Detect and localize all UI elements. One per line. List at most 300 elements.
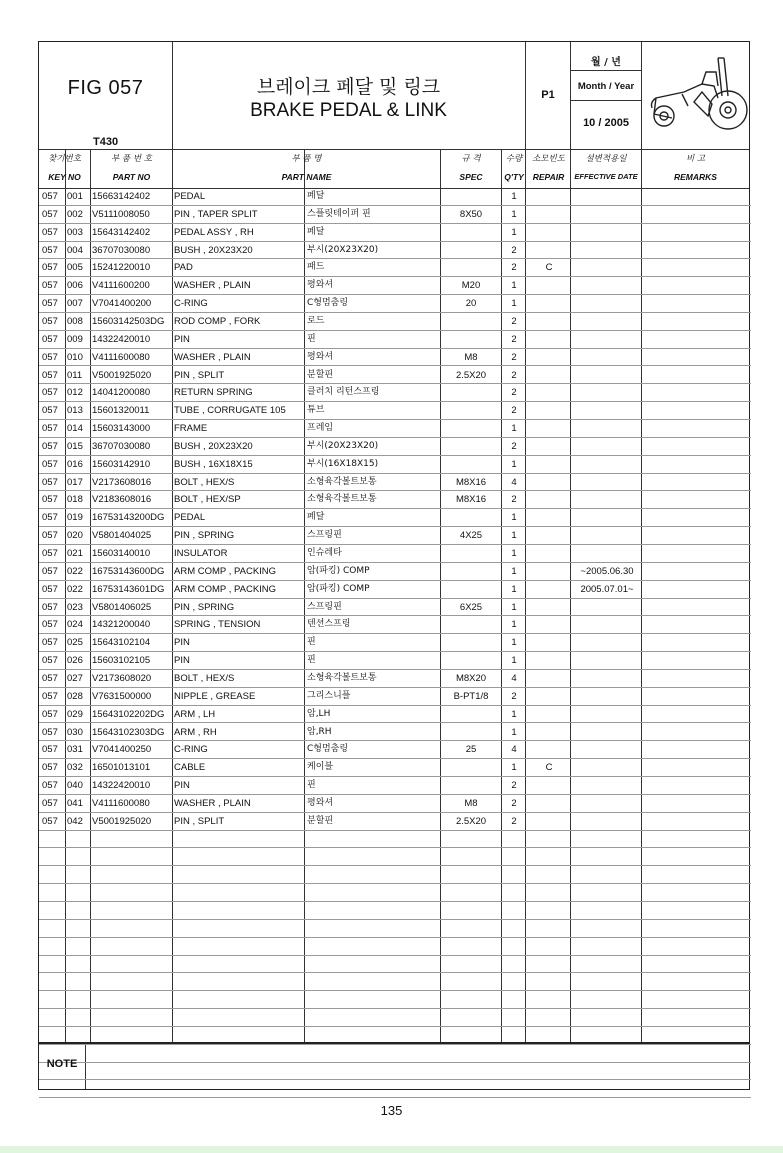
row-part-name-ko: 분할핀 (307, 369, 334, 380)
row-part-name: BUSH , 16X18X15 (174, 458, 253, 470)
page-ref: P1 (541, 89, 555, 101)
row-key-no: 032 (67, 762, 83, 774)
row-part-no: 15603142503DG (92, 315, 165, 327)
row-fig: 057 (42, 530, 58, 542)
row-key-no: 024 (67, 619, 83, 631)
row-part-no: 15603143000 (92, 423, 151, 435)
empty-row (39, 902, 751, 920)
row-part-name-ko: 핀 (307, 333, 316, 344)
row-part-name-ko: 평와셔 (307, 351, 334, 362)
page-number: 135 (380, 1103, 403, 1118)
row-part-name-ko: 인슈레타 (307, 548, 342, 558)
table-row (39, 652, 751, 670)
row-part-name: INSULATOR (174, 548, 228, 559)
row-fig: 057 (42, 672, 58, 684)
row-qty: 2 (511, 780, 517, 792)
empty-row (39, 1081, 751, 1099)
row-part-name: BOLT , HEX/S (174, 672, 235, 684)
row-qty: 1 (511, 565, 517, 577)
row-fig: 057 (42, 298, 58, 310)
row-key-no: 006 (67, 280, 83, 292)
row-key-no: 001 (67, 191, 83, 202)
row-part-no: 36707030080 (92, 440, 151, 452)
empty-row (39, 831, 751, 849)
table-row (39, 813, 751, 831)
row-part-no: 15643142402 (92, 226, 151, 238)
row-part-name: BOLT , HEX/S (174, 476, 235, 488)
row-part-no: V5001925020 (92, 369, 152, 381)
col-partno-ko: 부 품 번 호 (111, 154, 152, 164)
col-repair-ko: 소모빈도 (532, 154, 565, 164)
row-key-no: 020 (67, 530, 83, 542)
row-part-name: C-RING (174, 744, 208, 756)
row-part-name: PEDAL (174, 512, 206, 524)
row-qty: 2 (511, 351, 517, 363)
row-fig: 057 (42, 423, 58, 435)
row-qty: 1 (511, 298, 517, 310)
row-effective-date: 2005.07.01~ (580, 583, 634, 595)
row-key-no: 017 (67, 476, 83, 488)
row-key-no: 010 (67, 351, 83, 363)
row-part-name-ko: 페달 (307, 191, 325, 201)
row-part-no: V4111600080 (92, 351, 150, 363)
row-part-name: CABLE (174, 762, 206, 774)
row-part-no: 15643102303DG (92, 726, 165, 738)
row-part-no: V5801406025 (92, 601, 152, 613)
row-key-no: 025 (67, 637, 83, 649)
title-english: BRAKE PEDAL & LINK (250, 100, 447, 121)
empty-row (39, 920, 751, 938)
row-fig: 057 (42, 708, 58, 720)
row-qty: 1 (511, 458, 517, 470)
row-qty: 4 (511, 672, 517, 684)
col-spec-en: SPEC (459, 172, 483, 182)
row-part-name-ko: 암,RH (307, 726, 332, 737)
row-part-name: SPRING , TENSION (174, 619, 261, 631)
row-qty: 1 (511, 762, 517, 774)
row-key-no: 023 (67, 601, 83, 613)
row-fig: 057 (42, 565, 58, 577)
row-part-name: PIN (174, 637, 190, 649)
row-fig: 057 (42, 780, 58, 792)
row-fig: 057 (42, 280, 58, 292)
row-part-no: V7631500000 (92, 690, 152, 702)
month-year-label-en: Month / Year (577, 81, 635, 92)
row-qty: 2 (511, 387, 517, 399)
row-key-no: 012 (67, 387, 83, 399)
row-qty: 4 (511, 744, 517, 756)
row-qty: 2 (511, 815, 517, 827)
row-key-no: 022 (67, 583, 83, 595)
model-code: T430 (93, 136, 119, 148)
table-row (39, 242, 751, 260)
table-row (39, 295, 751, 313)
row-part-no: 14322420010 (92, 780, 151, 792)
row-fig: 057 (42, 369, 58, 381)
row-part-name: WASHER , PLAIN (174, 797, 251, 809)
row-part-name-ko: 로드 (307, 315, 325, 326)
row-part-name: PIN , SPRING (174, 530, 235, 542)
row-key-no: 040 (67, 780, 83, 792)
row-spec: M8 (464, 351, 478, 363)
row-part-no: 16753143600DG (92, 565, 165, 577)
table-row (39, 634, 751, 652)
col-partname-en: PART NAME (281, 172, 332, 182)
row-qty: 2 (511, 262, 517, 274)
row-part-name-ko: 분할핀 (307, 815, 334, 826)
row-part-name: ARM COMP , PACKING (174, 583, 277, 595)
row-part-name-ko: C형멈춤링 (307, 744, 349, 755)
col-spec-ko: 규 격 (461, 154, 481, 164)
table-row (39, 456, 751, 474)
row-key-no: 026 (67, 655, 83, 667)
row-fig: 057 (42, 191, 58, 202)
row-part-no: 16753143200DG (92, 512, 165, 524)
row-part-name-ko: 핀 (307, 780, 316, 791)
row-key-no: 004 (67, 244, 83, 256)
row-part-name: RETURN SPRING (174, 387, 253, 399)
row-key-no: 042 (67, 815, 83, 827)
row-part-name-ko: 패드 (307, 262, 325, 273)
row-part-no: V5001925020 (92, 815, 152, 827)
table-row (39, 313, 751, 331)
row-part-name: ROD COMP , FORK (174, 315, 261, 327)
row-qty: 2 (511, 690, 517, 702)
row-part-name-ko: 그리스니플 (307, 690, 351, 701)
row-spec: 8X50 (459, 208, 483, 220)
row-part-no: 36707030080 (92, 244, 151, 256)
row-part-name-ko: 소형육각볼트보통 (307, 494, 377, 505)
col-partno-en: PART NO (112, 172, 151, 182)
col-remarks-ko: 비 고 (685, 154, 706, 164)
row-fig: 057 (42, 637, 58, 649)
empty-row (39, 848, 751, 866)
row-spec: M8X16 (455, 494, 487, 506)
row-repair: C (545, 262, 553, 274)
row-fig: 057 (42, 351, 58, 363)
row-spec: 20 (465, 298, 477, 310)
row-part-name: PAD (174, 262, 193, 274)
row-part-no: 15643102202DG (92, 708, 165, 720)
row-part-name-ko: 암(파킹) COMP (307, 583, 370, 594)
note-label: NOTE (46, 1058, 78, 1070)
row-fig: 057 (42, 458, 58, 470)
table-row (39, 474, 751, 492)
row-qty: 1 (511, 583, 517, 595)
table-row (39, 259, 751, 277)
row-spec: 2.5X20 (455, 815, 487, 827)
col-repair-en: REPAIR (532, 172, 565, 182)
table-row (39, 777, 751, 795)
row-fig: 057 (42, 405, 58, 417)
row-qty: 1 (511, 637, 517, 649)
row-qty: 1 (511, 708, 517, 720)
table-row (39, 563, 751, 581)
row-fig: 057 (42, 815, 58, 827)
row-spec: 6X25 (459, 601, 483, 613)
tractor-icon (642, 46, 749, 146)
row-fig: 057 (42, 494, 58, 506)
table-row (39, 438, 751, 456)
row-spec: 4X25 (459, 530, 483, 542)
row-key-no: 022 (67, 565, 83, 577)
row-qty: 1 (511, 191, 517, 202)
col-effective-en: EFFECTIVE DATE (574, 172, 638, 181)
row-qty: 1 (511, 208, 517, 220)
row-part-no: V7041400250 (92, 744, 152, 756)
table-row (39, 491, 751, 509)
row-part-name-ko: 핀 (307, 637, 316, 648)
row-part-no: 14322420010 (92, 333, 151, 345)
row-part-no: V4111600080 (92, 797, 150, 809)
row-key-no: 003 (67, 226, 83, 238)
row-qty: 1 (511, 601, 517, 613)
row-part-name-ko: 소형육각볼트보통 (307, 672, 377, 683)
issue-date: 10 / 2005 (583, 117, 629, 129)
row-effective-date: ~2005.06.30 (580, 565, 634, 577)
row-part-no: V2173608016 (92, 476, 152, 488)
row-part-name: WASHER , PLAIN (174, 280, 251, 292)
row-qty: 1 (511, 548, 517, 559)
table-row (39, 384, 751, 402)
table-row (39, 706, 751, 724)
row-part-no: 16753143601DG (92, 583, 165, 595)
table-row (39, 741, 751, 759)
row-part-name: BOLT , HEX/SP (174, 494, 241, 506)
row-fig: 057 (42, 655, 58, 667)
row-part-name-ko: 암,LH (307, 708, 331, 719)
row-part-name-ko: 페달 (307, 226, 325, 237)
row-key-no: 031 (67, 744, 83, 756)
empty-row (39, 973, 751, 991)
row-part-no: V2183608016 (92, 494, 152, 506)
row-qty: 1 (511, 619, 517, 631)
table-row (39, 599, 751, 617)
table-row (39, 224, 751, 242)
table-row (39, 527, 751, 545)
empty-row (39, 956, 751, 974)
table-row (39, 795, 751, 813)
row-part-no: 14321200040 (92, 619, 151, 631)
table-row (39, 688, 751, 706)
row-key-no: 041 (67, 797, 83, 809)
row-fig: 057 (42, 476, 58, 488)
row-qty: 2 (511, 405, 517, 417)
row-part-no: 16501013101 (92, 762, 151, 774)
col-effective-ko: 설변적용일 (585, 154, 627, 164)
row-fig: 057 (42, 690, 58, 702)
row-key-no: 016 (67, 458, 83, 470)
row-key-no: 021 (67, 548, 83, 559)
row-spec: M20 (461, 280, 481, 292)
row-part-no: V2173608020 (92, 672, 152, 684)
row-part-name: ARM , RH (174, 726, 217, 738)
row-fig: 057 (42, 583, 58, 595)
row-part-name-ko: 부시(16X18X15) (307, 458, 379, 469)
empty-row (39, 866, 751, 884)
table-row (39, 420, 751, 438)
row-part-name: PIN , SPRING (174, 601, 235, 613)
row-part-name: BUSH , 20X23X20 (174, 244, 253, 256)
row-spec: 2.5X20 (455, 369, 487, 381)
row-part-no: V7041400200 (92, 298, 152, 310)
row-part-no: 15603102105 (92, 655, 151, 667)
row-part-name-ko: 튜브 (307, 405, 325, 416)
row-part-name-ko: 페달 (307, 512, 325, 523)
row-fig: 057 (42, 315, 58, 327)
row-part-name: PIN (174, 333, 190, 345)
row-part-no: 15603142910 (92, 458, 151, 470)
col-key-ko: 찾기번호 (48, 154, 81, 164)
row-qty: 1 (511, 512, 517, 524)
table-row (39, 545, 751, 563)
row-part-name-ko: 클러치 리턴스프링 (307, 387, 380, 398)
row-qty: 2 (511, 244, 517, 256)
row-qty: 2 (511, 440, 517, 452)
row-part-name: PIN , SPLIT (174, 815, 225, 827)
row-spec: B-PT1/8 (453, 690, 489, 702)
table-row (39, 331, 751, 349)
row-qty: 2 (511, 333, 517, 345)
row-spec: M8X16 (455, 476, 487, 488)
row-part-no: 15663142402 (92, 191, 151, 202)
row-key-no: 030 (67, 726, 83, 738)
row-part-no: 15643102104 (92, 637, 151, 649)
empty-row (39, 991, 751, 1009)
row-part-name-ko: 부시(20X23X20) (307, 244, 379, 255)
row-key-no: 015 (67, 440, 83, 452)
row-key-no: 007 (67, 298, 83, 310)
month-year-label-ko: 월 / 년 (591, 57, 621, 68)
empty-row (39, 1009, 751, 1027)
table-row (39, 188, 751, 206)
row-qty: 2 (511, 369, 517, 381)
row-part-name-ko: 프레임 (307, 423, 334, 434)
table-row (39, 616, 751, 634)
row-part-name: PIN , TAPER SPLIT (174, 208, 258, 220)
parts-sheet (38, 41, 750, 1090)
table-row (39, 509, 751, 527)
row-part-name: TUBE , CORRUGATE 105 (174, 405, 286, 417)
table-row (39, 581, 751, 599)
row-fig: 057 (42, 226, 58, 238)
row-fig: 057 (42, 762, 58, 774)
row-qty: 2 (511, 797, 517, 809)
row-part-no: 15601320011 (92, 405, 150, 417)
row-repair: C (545, 762, 553, 774)
row-qty: 1 (511, 226, 517, 238)
empty-row (39, 884, 751, 902)
col-partname-ko: 부 품 명 (291, 154, 322, 164)
row-part-name: PEDAL (174, 191, 206, 202)
row-part-name-ko: C형멈춤링 (307, 298, 349, 309)
row-part-name-ko: 평와셔 (307, 797, 334, 808)
col-key-en: KEY NO (48, 172, 81, 182)
row-key-no: 008 (67, 315, 83, 327)
row-part-name-ko: 스프링핀 (307, 601, 342, 612)
row-part-name: PEDAL ASSY , RH (174, 226, 254, 238)
bottom-band (0, 1146, 783, 1153)
col-remarks-en: REMARKS (674, 172, 717, 182)
table-row (39, 759, 751, 777)
row-part-name: PIN (174, 655, 190, 667)
table-row (39, 402, 751, 420)
row-part-no: 15241220010 (92, 262, 151, 274)
row-part-name: C-RING (174, 298, 208, 310)
table-row (39, 349, 751, 367)
row-spec: 25 (465, 744, 477, 756)
row-part-name: WASHER , PLAIN (174, 351, 251, 363)
empty-row (39, 938, 751, 956)
row-fig: 057 (42, 512, 58, 524)
row-fig: 057 (42, 387, 58, 399)
title-korean: 브레이크 페달 및 링크 (256, 76, 441, 98)
col-qty-ko: 수량 (505, 154, 523, 164)
row-fig: 057 (42, 244, 58, 256)
row-key-no: 029 (67, 708, 83, 720)
row-key-no: 009 (67, 333, 83, 345)
row-fig: 057 (42, 726, 58, 738)
row-part-name-ko: 스프링핀 (307, 530, 342, 541)
row-key-no: 018 (67, 494, 83, 506)
row-fig: 057 (42, 619, 58, 631)
row-key-no: 002 (67, 208, 83, 220)
row-fig: 057 (42, 744, 58, 756)
table-row (39, 206, 751, 224)
row-key-no: 019 (67, 512, 83, 524)
row-qty: 1 (511, 655, 517, 667)
row-key-no: 005 (67, 262, 83, 274)
row-qty: 1 (511, 726, 517, 738)
row-part-no: V5111008050 (92, 208, 150, 220)
row-key-no: 027 (67, 672, 83, 684)
row-key-no: 011 (67, 369, 83, 381)
row-part-name: NIPPLE , GREASE (174, 690, 256, 702)
row-fig: 057 (42, 440, 58, 452)
row-part-name-ko: 케이블 (307, 762, 334, 773)
row-part-name: ARM COMP , PACKING (174, 565, 277, 577)
figure-number: FIG 057 (67, 77, 144, 99)
row-fig: 057 (42, 208, 58, 220)
row-part-no: V4111600200 (92, 280, 150, 292)
empty-row (39, 1063, 751, 1081)
row-fig: 057 (42, 601, 58, 613)
row-part-no: 15603140010 (92, 548, 151, 559)
row-part-name: BUSH , 20X23X20 (174, 440, 253, 452)
table-row (39, 670, 751, 688)
row-part-name-ko: 핀 (307, 655, 316, 666)
row-key-no: 014 (67, 423, 83, 435)
row-part-name-ko: 스플릿테이퍼 핀 (307, 208, 371, 219)
row-part-name: PIN (174, 780, 190, 792)
row-fig: 057 (42, 262, 58, 274)
table-row (39, 277, 751, 295)
row-part-name: PIN , SPLIT (174, 369, 225, 381)
table-row (39, 367, 751, 385)
row-part-name-ko: 평와셔 (307, 280, 334, 291)
col-qty-en: Q'TY (504, 172, 524, 182)
row-part-name-ko: 소형육각볼트보통 (307, 476, 377, 487)
table-row (39, 724, 751, 742)
row-key-no: 013 (67, 405, 83, 417)
row-spec: M8 (464, 797, 478, 809)
row-part-name: ARM , LH (174, 708, 216, 720)
row-qty: 2 (511, 315, 517, 327)
row-qty: 2 (511, 494, 517, 506)
row-spec: M8X20 (455, 672, 487, 684)
row-part-name: FRAME (174, 423, 208, 435)
row-part-no: V5801404025 (92, 530, 152, 542)
